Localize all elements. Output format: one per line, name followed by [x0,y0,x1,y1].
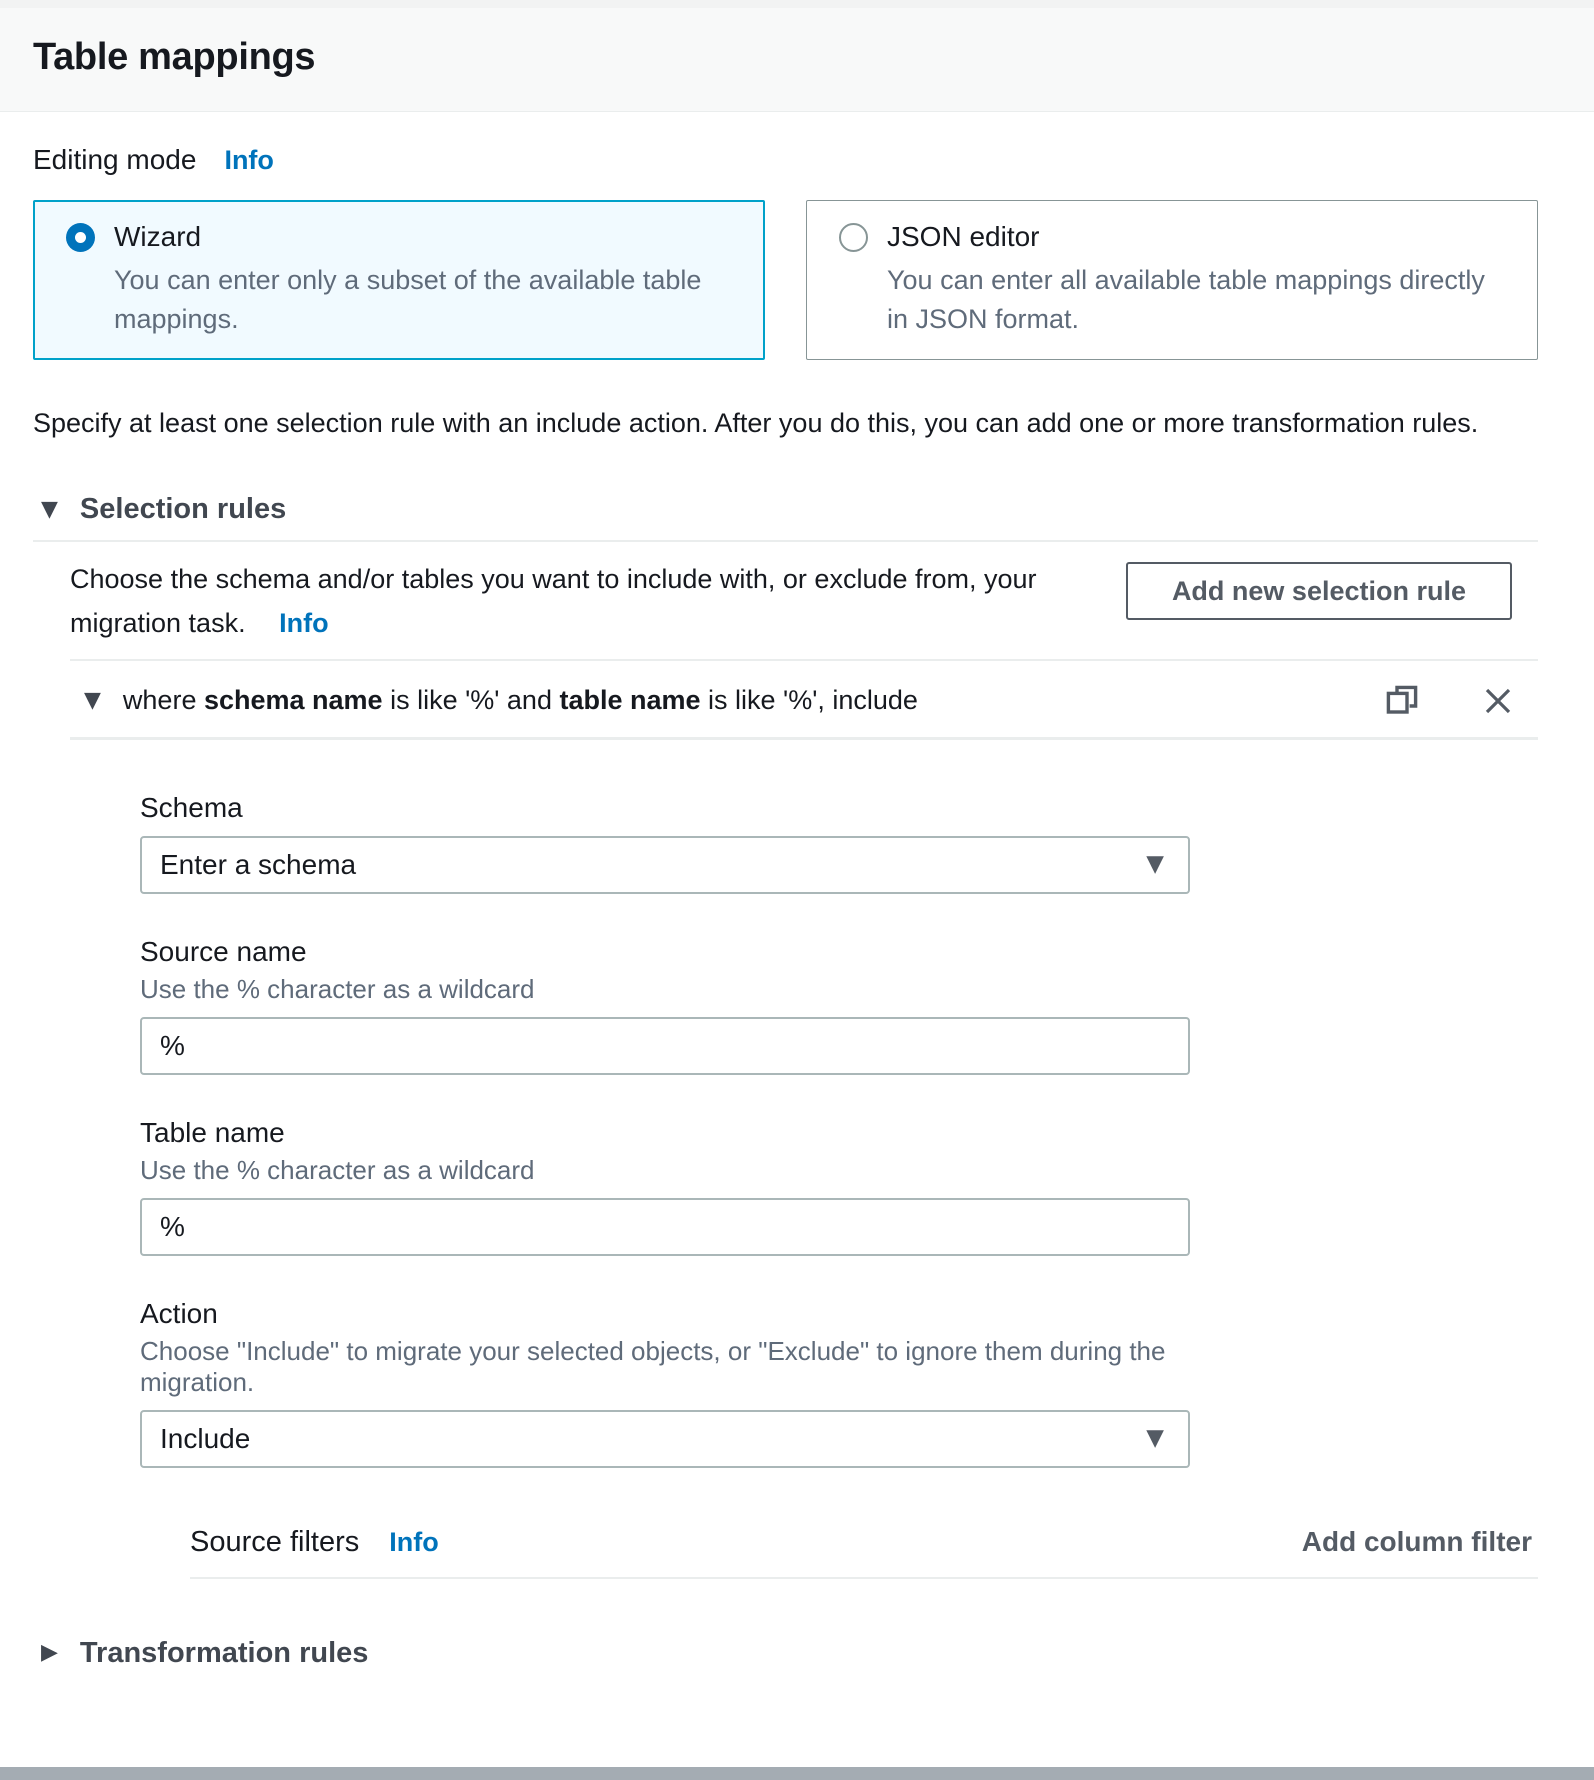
rule-summary-middle: is like '%' and [382,685,560,716]
selection-rules-body [70,558,1538,1578]
section-divider [33,540,1538,542]
rule-summary-table-field: table name [559,685,701,716]
section-title: Selection rules [79,493,287,526]
intro-text: Specify at least one selection rule with an include action. After you do this, you can add one or more transformation rules. [33,408,1479,439]
selection-rules-info-link[interactable]: Info [279,607,329,638]
close-icon [1482,685,1514,717]
add-column-filter-button[interactable]: Add column filter [1301,1526,1532,1558]
action-field-group [140,1298,1190,1468]
card-title: Wizard [114,221,202,252]
source-name-field-group [140,936,1190,1075]
source-name-input-wrap [140,1017,1190,1075]
card-head [839,221,1513,253]
top-strip [0,0,1594,8]
schema-select-value: Enter a schema [160,848,357,880]
table-name-input-wrap [140,1198,1190,1256]
card-description: You can enter only a subset of the available table mappings. [114,265,702,335]
selection-rule-header [70,685,1538,717]
table-name-input[interactable] [142,1200,1188,1254]
action-hint: Choose "Include" to migrate your selected objects, or "Exclude" to ignore them during the migration. [140,1335,1166,1397]
source-name-hint: Use the % character as a wildcard [140,973,535,1004]
radio-selected-icon[interactable] [66,223,95,252]
table-name-field-group [140,1117,1190,1256]
table-name-label: Table name [140,1116,285,1148]
radio-dot [75,232,86,243]
editing-mode-info-link[interactable]: Info [224,145,274,175]
table-mappings-panel [0,144,1594,1670]
selection-rules-description-row [70,558,1538,644]
editing-mode-card-wizard[interactable] [33,200,765,360]
chevron-down-icon: ▼ [1146,851,1164,878]
source-filters-divider [190,1577,1538,1579]
editing-mode-row [33,144,1538,176]
rule-summary-where: where [122,685,204,716]
rule-top-divider [70,659,1538,661]
card-description: You can enter all available table mappings directly in JSON format. [887,265,1485,335]
section-header-band [0,8,1594,112]
radio-unselected-icon[interactable] [839,223,868,252]
card-head [66,221,740,253]
page-bottom-divider [0,1767,1594,1780]
selection-rules-header[interactable] [33,493,1538,526]
schema-label: Schema [140,791,243,823]
rule-summary-end: is like '%', include [700,685,918,716]
source-filters-label: Source filters [190,1525,360,1558]
action-select-value: Include [160,1422,251,1454]
editing-mode-label: Editing mode [33,144,197,175]
description-text: Choose the schema and/or tables you want to include with, or exclude from, your migration task. [70,564,1037,638]
expand-triangle-icon[interactable]: ▶ [41,1640,58,1666]
table-name-hint: Use the % character as a wildcard [140,1154,535,1185]
copy-icon [1386,685,1418,717]
schema-select[interactable] [140,836,1190,894]
action-select[interactable] [140,1410,1190,1468]
page-title: Table mappings [33,36,316,78]
source-name-label: Source name [140,935,307,967]
editing-mode-card-json-editor[interactable] [806,200,1538,360]
selection-rule-form [140,792,1190,1468]
editing-mode-options [33,200,1538,360]
duplicate-rule-button[interactable] [1386,685,1418,717]
add-new-selection-rule-button[interactable]: Add new selection rule [1126,562,1512,620]
action-label: Action [140,1297,218,1329]
chevron-down-icon: ▼ [1146,1425,1164,1452]
rule-summary [123,685,918,716]
rule-summary-schema-field: schema name [203,685,383,716]
source-filters-info-link[interactable]: Info [389,1526,439,1557]
schema-field-group [140,792,1190,894]
remove-rule-button[interactable] [1482,685,1514,717]
source-filters-row [190,1526,1538,1559]
rule-collapse-triangle-icon[interactable]: ▼ [84,687,101,713]
transformation-rules-header[interactable] [33,1637,1538,1670]
section-title: Transformation rules [79,1636,369,1669]
source-name-input[interactable] [142,1019,1188,1073]
collapse-triangle-icon[interactable]: ▼ [41,496,58,522]
rule-bottom-divider [70,737,1538,740]
card-title: JSON editor [887,221,1040,252]
selection-rules-description [70,558,1080,644]
